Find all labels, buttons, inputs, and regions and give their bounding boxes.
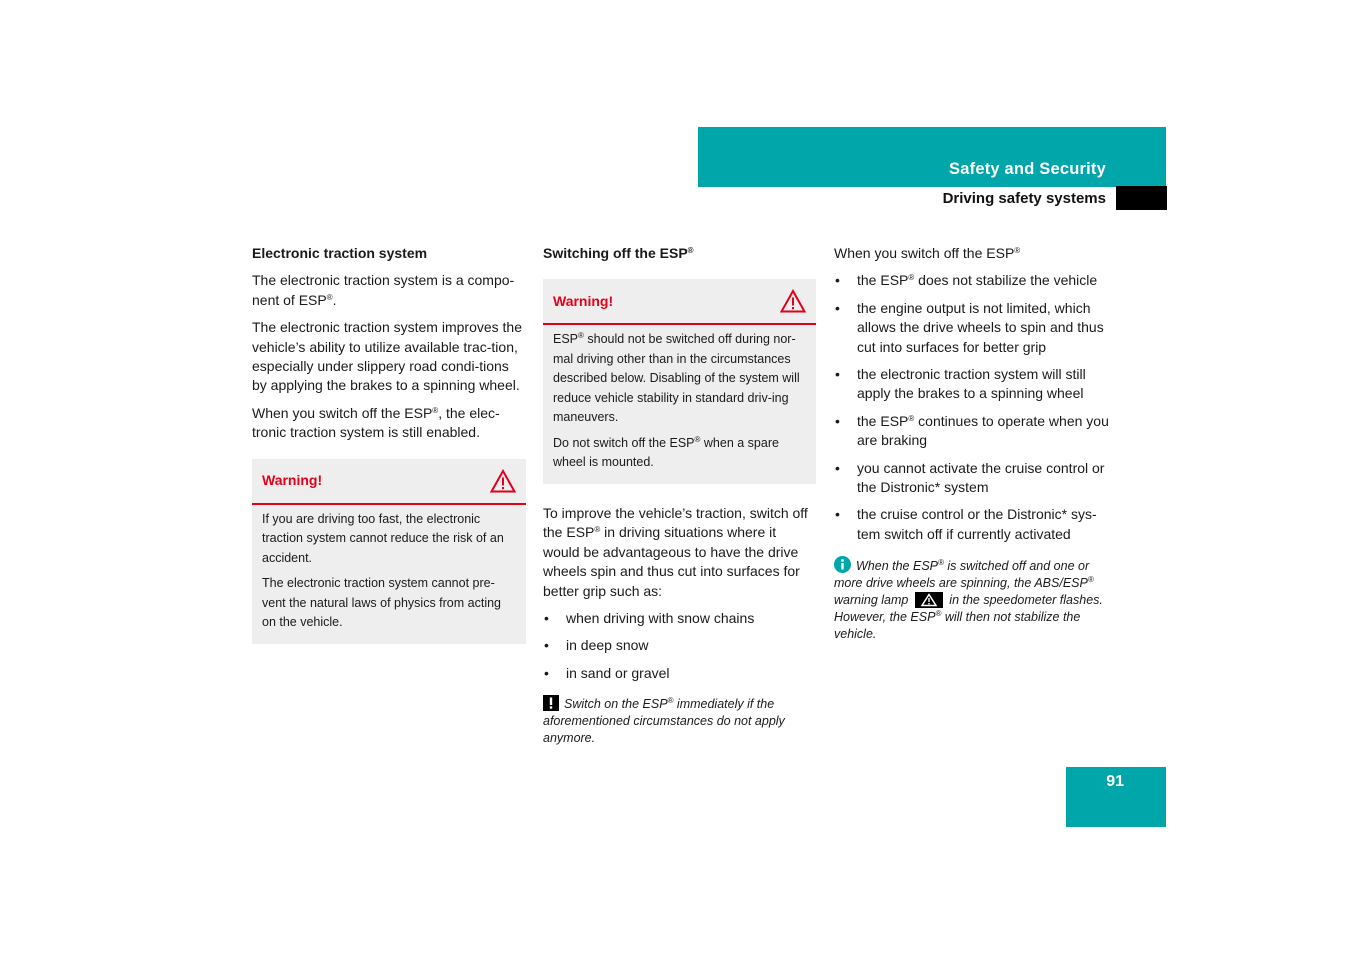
column-3 (834, 244, 1110, 643)
warning-triangle-icon (780, 289, 806, 313)
info-note: When the ESP® is switched off and one or more drive wheels are spinning, the ABS/ESP® warning lamp in the speedometer flashes. However, the ESP® will then not stabilize the vehicle. (834, 558, 1103, 642)
heading-electronic-traction: Electronic traction system (252, 245, 428, 261)
heading-switching-off-esp: Switching off the ESP® (543, 245, 694, 261)
warning-text: If you are driving too fast, the electronic traction system cannot reduce the risk of an accident. (262, 511, 504, 565)
warning-title: Warning! (262, 471, 323, 488)
effects-list (834, 271, 1110, 544)
page-number-box (1066, 767, 1166, 827)
warning-body (252, 505, 526, 644)
thumb-tab (1116, 186, 1167, 210)
warning-body (543, 325, 816, 484)
warning-text: Do not switch off the ESP® when a spare wheel is mounted. (553, 434, 779, 470)
list-item: • the cruise control or the Distronic* sys-tem switch off if currently activated (834, 505, 1110, 544)
list-item: • the engine output is not limited, which allows the drive wheels to spin and thus cut into surfaces for better grip (834, 299, 1110, 357)
column-1 (252, 244, 526, 664)
list-item: • in deep snow (543, 636, 816, 655)
header-band (698, 127, 1166, 187)
paragraph: When you switch off the ESP® (834, 245, 1021, 261)
paragraph: The electronic traction system is a compo-nent of ESP®. (252, 272, 515, 308)
caution-note: Switch on the ESP® immediately if the aforementioned circumstances do not apply anymore. (543, 696, 785, 746)
paragraph: The electronic traction system improves the vehicle’s ability to utilize available trac-tion, especially under slippery road condi-tions by applying the brakes to a spinning wheel. (252, 319, 522, 394)
subsection-title: Driving safety systems (942, 190, 1106, 207)
warning-header (543, 279, 816, 325)
warning-text: The electronic traction system cannot pre-vent the natural laws of physics from acting on the vehicle. (262, 576, 502, 630)
warning-box (543, 279, 816, 484)
section-title: Safety and Security (949, 160, 1106, 178)
list-item: • the ESP® does not stabilize the vehicle (834, 271, 1110, 290)
page-number: 91 (1106, 773, 1124, 790)
conditions-list (543, 609, 816, 683)
exclamation-icon (543, 695, 559, 711)
esp-warning-lamp-icon (915, 592, 943, 608)
paragraph: When you switch off the ESP®, the elec-tronic traction system is still enabled. (252, 404, 500, 441)
list-item: • you cannot activate the cruise control or the Distronic* system (834, 459, 1110, 498)
warning-text: ESP® should not be switched off during nor-mal driving other than in the circumstances described below. Disabling of the system will reduce vehicle stability in standard driv-ing maneuvers. (553, 331, 800, 425)
warning-header (252, 459, 526, 505)
paragraph: To improve the vehicle’s traction, switch off the ESP® in driving situations where it would be advantageous to have the drive wheels spin and thus cut into surfaces for better grip such as: (543, 504, 808, 599)
warning-triangle-icon (490, 469, 516, 493)
list-item: • when driving with snow chains (543, 609, 816, 628)
column-2 (543, 244, 816, 747)
info-icon (834, 556, 851, 573)
warning-title: Warning! (553, 292, 614, 309)
list-item: • the electronic traction system will still apply the brakes to a spinning wheel (834, 365, 1110, 404)
list-item: • in sand or gravel (543, 664, 816, 683)
warning-box (252, 459, 526, 644)
list-item: • the ESP® continues to operate when you are braking (834, 412, 1110, 451)
